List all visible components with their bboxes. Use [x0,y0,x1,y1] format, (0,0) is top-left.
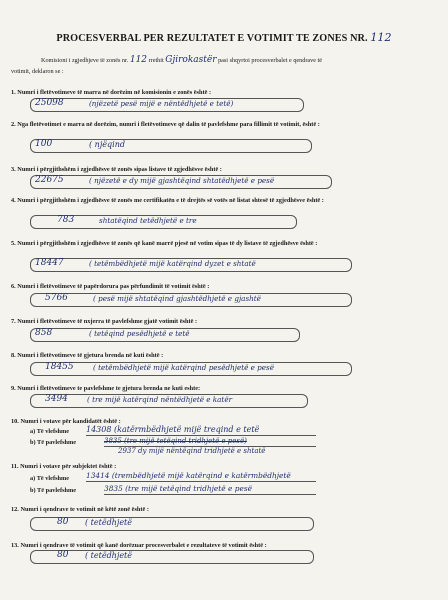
q11-invalid-label: b) Të pavlefshme [30,487,77,494]
question-4-label: 4. Numri i përgjithshëm i zgjedhësve të zonës me certifikatën e të drejtës së votës në listat shtesë të zgjedhësve është : [11,197,324,204]
answer-4-number: 783 [57,215,75,225]
question-5-label: 5. Numri i përgjithshëm i zgjedhësve të zonës që kanë marrë pjesë në votim sipas të dy listave të zgjedhësve është : [11,240,318,247]
answer-13-words: ( tetëdhjetë [85,551,132,560]
answer-12-number: 80 [57,517,69,527]
answer-4-words: shtatëqind tetëdhjetë e tre [99,216,197,225]
answer-6-field [30,293,352,307]
question-3-label: 3. Numri i përgjithshëm i zgjedhësve të zonës sipas listave të zgjedhësve është : [11,166,222,173]
answer-1-number: 25098 [35,98,64,108]
answer-3-words: ( njëzetë e dy mijë gjashtëqind shtatëdhjetë e pesë [89,176,275,185]
answer-7-number: 858 [35,328,53,338]
answer-2-field [30,139,312,153]
answer-2-number: 100 [35,139,53,149]
intro-zone-number: 112 [129,55,148,65]
question-2-label: 2. Nga fletëvotimet e marra në dorëzim, numri i fletëvotimeve që dalin të pavlefshme para fillimit të votimit, është : [11,121,320,128]
intro-part1: Komisioni i zgjedhjeve të zonës nr. [41,57,129,64]
answer-12-words: ( tetëdhjetë [85,518,132,527]
q10-invalid-label: b) Të pavlefshme [30,439,77,446]
q11-valid-label: a) Të vlefshme [30,475,70,482]
document-title [0,31,448,44]
question-6-label: 6. Numri i fletëvotimeve të papërdorura pas përfundimit të votimit është : [11,283,210,290]
answer-8-number: 18455 [45,362,74,372]
answer-7-words: ( tetëqind pesëdhjetë e tetë [89,329,190,338]
answer-1-field [30,98,304,112]
answer-5-number: 18447 [35,258,64,268]
intro-part3: pasi shqyrtoi procesverbalet e qendrave të [218,57,323,64]
answer-3-field [30,175,332,189]
title-text: PROCESVERBAL PER REZULTATET E VOTIMIT TE ZONES NR. [56,33,368,44]
q10-valid-value: 14308 (katërmbëdhjetë mijë treqind e tetë [86,425,316,436]
question-7-label: 7. Numri i fletëvotimeve të nxjerra të pavlefshme gjatë votimit është : [11,318,198,325]
answer-12-field [30,517,314,531]
answer-9-field [30,394,308,408]
intro-part2: rrethit [148,57,164,64]
question-8-label: 8. Numri i fletëvotimeve të gjetura brenda në kuti është : [11,352,164,359]
answer-2-words: ( njëqind [89,140,125,149]
question-12-label: 12. Numri i qendrave te votimit në këtë zonë është : [11,506,149,513]
answer-13-number: 80 [57,550,69,560]
answer-6-words: ( pesë mijë shtatëqind gjashtëdhjetë e gjashtë [93,294,261,303]
answer-9-number: 3494 [45,394,68,404]
answer-5-words: ( tetëmbëdhjetë mijë katërqind dyzet e shtatë [89,259,256,268]
answer-9-words: ( tre mijë katërqind nëntëdhjetë e katër [87,395,233,404]
intro-district: Gjirokastër [165,55,217,65]
title-zone-number: 112 [370,31,392,44]
q11-valid-value: 13414 (trembëdhjetë mijë katërqind e katërmbëdhjetë [86,471,316,482]
answer-7-field [30,328,300,342]
question-13-label: 13. Numri i qendrave të votimit që kanë dorëzuar procesverbalet e rezultateve të votimit është : [11,542,267,549]
answer-13-field [30,550,314,564]
question-11-label: 11. Numri i votave për subjektet është : [11,463,117,470]
answer-5-field [30,258,352,272]
answer-6-number: 5766 [45,293,68,303]
q10-invalid-correction: 2937 dy mijë nëntëqind tridhjetë e shtatë [118,447,266,455]
q10-invalid-value-struck: 3835 (tre mijë tetëqind tridhjetë e pesë) [104,436,316,447]
question-9-label: 9. Numri i fletëvotimeve te pavlefshme te gjetura brenda ne kuti eshte: [11,385,201,392]
answer-8-field [30,362,352,376]
intro-line2: votimit, deklaron se : [11,68,64,75]
intro-statement [11,55,441,77]
answer-8-words: ( tetëmbëdhjetë mijë katërqind pesëdhjetë e pesë [93,363,274,372]
answer-3-number: 22675 [35,175,64,185]
answer-1-words: (njëzetë pesë mijë e nëntëdhjetë e tetë) [89,99,234,108]
q10-valid-label: a) Të vlefshme [30,428,70,435]
question-1-label: 1. Numri i fletëvotimeve të marra në dorëzim në komisionin e zonës është : [11,89,212,96]
q11-invalid-value: 3835 (tre mijë tetëqind tridhjetë e pesë [104,484,316,495]
answer-4-field [30,215,297,229]
question-10-label: 10. Numri i votave për kandidatët është : [11,418,121,425]
